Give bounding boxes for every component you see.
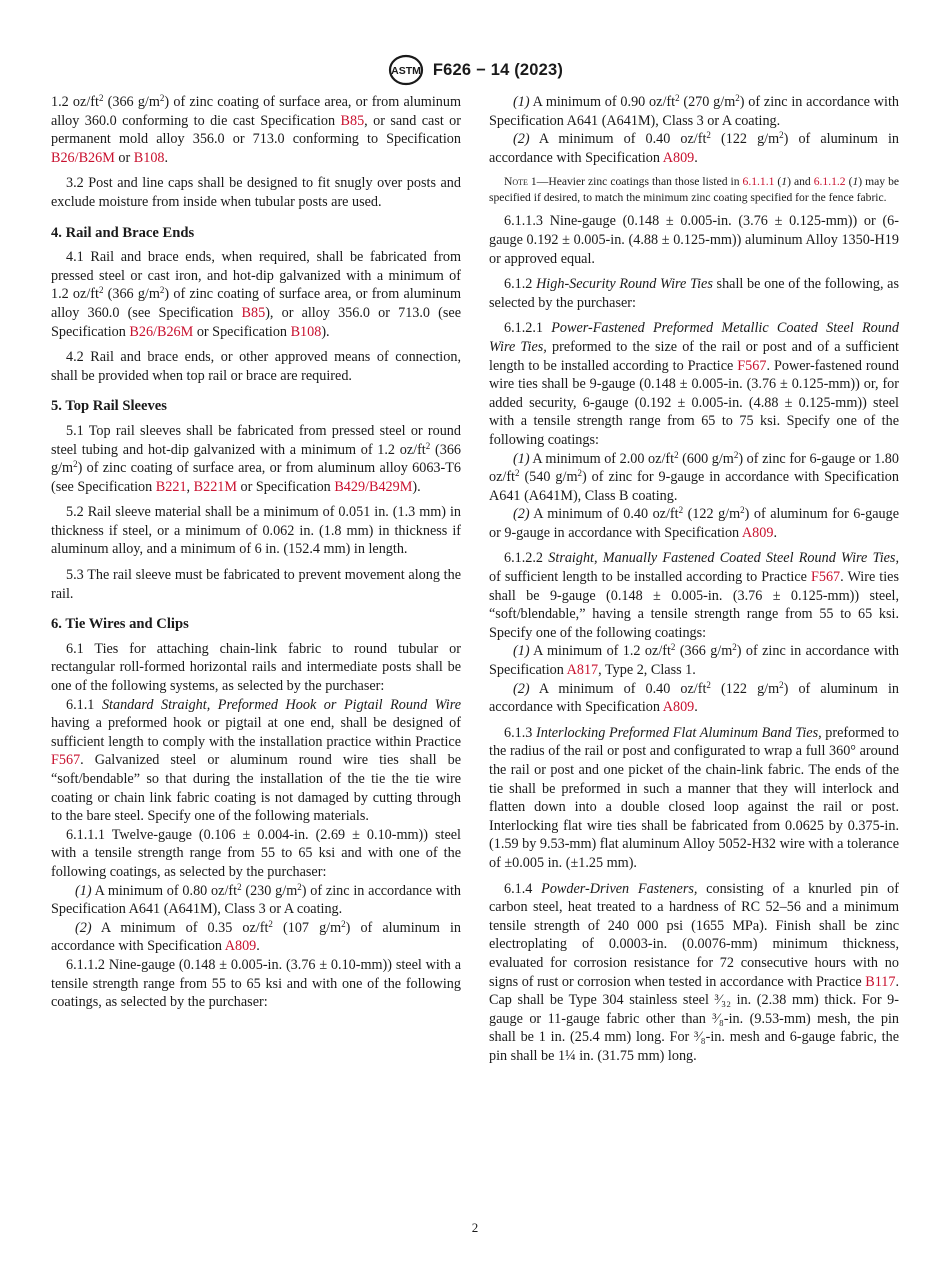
paragraph-6-1-1-2: 6.1.1.2 Nine-gauge (0.148 ± 0.005-in. (3.76 ± 0.10-mm)) steel with a tensile strength range from 55 to 65 ksi and with one of the following coatings, as selected by the purchaser: [51, 956, 461, 1011]
paragraph-5-3: 5.3 The rail sleeve must be fabricated to prevent movement along the rail. [51, 567, 461, 602]
ref-link-a809[interactable]: A809 [741, 524, 774, 541]
paragraph-6-1: 6.1 Ties for attaching chain-link fabric to round tubular or rectangular roll-formed horizontal rails and intermediate posts shall be one of the following systems, as selected by the purchaser: [51, 640, 461, 695]
paragraph-3-1-continued: 1.2 $oz/ft^2$ (366 $g/m^2$) of zinc coating of surface area, or from aluminum alloy 360.0 conforming to die cast Specification B85, or sand cast or permanent mold alloy 356.0 or 713.0 conforming to Specification B26/B26M or B108. [51, 93, 462, 166]
coating-option-2: (2) A minimum of 0.40 $oz/ft^2$ (122 $g/m^2$) of aluminum in accordance with Specification A809. [489, 130, 899, 166]
section-heading-5: 5. Top Rail Sleeves [51, 398, 167, 415]
ref-link-b85[interactable]: B85 [340, 112, 365, 129]
section-heading-6: 6. Tie Wires and Clips [51, 616, 189, 633]
coating-option-2: (2) A minimum of 0.40 $oz/ft^2$ (122 $g/m^2$) of aluminum in accordance with Specification A809. [489, 679, 899, 716]
ref-link-f567[interactable]: F567 [810, 569, 841, 586]
paragraph-6-1-3: 6.1.3 Interlocking Preformed Flat Aluminum Band Ties, preformed to the radius of the rail or post and configurated to wrap a full 360° around the rail or post and one picket of the chain-link fabric. The ends of the tie shall be preformed in such a manner that they will interlock and flatten down into a double closed loop against the rail or post. Interlocking flat wire ties shall be fabricated from 0.0625 by 0.375-in. (1.59 by 9.53-mm) flat aluminum Alloy 5052-H32 wire with a tolerance of ±0.005 in. (±1.25 mm). [489, 724, 900, 871]
paragraph-6-1-2: 6.1.2 High-Security Round Wire Ties shall be one of the following, as selected by the purchaser: [489, 276, 900, 311]
ref-link-b26[interactable]: B26/B26M [129, 323, 194, 340]
coating-option-1: (1) A minimum of 0.80 $oz/ft^2$ (230 $g/m^2$) of zinc in accordance with Specification A641 (A641M), Class 3 or A coating. [51, 881, 461, 918]
paragraph-5-1: 5.1 Top rail sleeves shall be fabricated from pressed steel or round steel tubing and hot-dip galvanized with a minimum of 1.2 $oz/ft^2$ (366 $g/m^2$) of zinc coating of surface area, or from aluminum alloy 6063-T6 (see Specification B221, B221M or Specification B429/B429M). [51, 422, 462, 495]
page-header [0, 52, 950, 88]
ref-link-6-1-1-1[interactable]: 6.1.1.1 [742, 175, 775, 189]
ref-link-b108[interactable]: B108 [290, 323, 322, 340]
ref-link-b221m[interactable]: B221M [193, 478, 237, 495]
paragraph-6-1-2-1: 6.1.2.1 Power-Fastened Preformed Metallic Coated Steel Round Wire Ties, preformed to the size of the rail or post and of a sufficient length to be installed according to Practice F567. Power-fastened round wire ties shall be 9-gauge (0.148 ± 0.005-in. (3.76 ± 0.125-mm)) or, for added security, 6-gauge (0.192 ± 0.005-in. (4.88 ± 0.125-mm)) steel with a tensile strength range from 65 to 75 ksi. Specify one of the following coatings: [489, 320, 899, 448]
paragraph-6-1-4: 6.1.4 Powder-Driven Fasteners, consisting of a knurled pin of carbon steel, heat treated to a hardness of RC 52–56 and a minimum tensile strength of 240 000 psi (1655 MPa). Finish shall be zinc electroplating of 0.0003-in. (0.0076-mm) minimum thickness, evaluated for corrosion resistance for 72 consecutive hours with no signs of rust or corrosion when tested in accordance with Practice B117. Cap shall be Type 304 stainless steel ³⁄₃₂ in. (2.38 mm) thick. For 9-gauge or 11-gauge fabric other than ³⁄₈-in. (9.53-mm) mesh, the pin shall be 1 in. (25.4 mm) long. For ³⁄₈-in. mesh and 6-gauge fabric, the pin shall be 1¼ in. (31.75 mm) long. [489, 880, 900, 1064]
ref-link-a809[interactable]: A809 [662, 149, 695, 166]
note-1: Note 1—Heavier zinc coatings than those listed in 6.1.1.1 (1) and 6.1.1.2 (1) may be specified if desired, to match the minimum zinc coating specified for the fence fabric. [489, 175, 900, 204]
ref-link-b26[interactable]: B26/B26M [51, 149, 115, 166]
page-number: 2 [471, 1220, 479, 1235]
coating-option-2: (2) A minimum of 0.40 $oz/ft^2$ (122 $g/m^2$) of aluminum for 6-gauge or 9-gauge in accordance with Specification A809. [489, 505, 900, 541]
coating-option-1: (1) A minimum of 0.90 $oz/ft^2$ (270 $g/m^2$) of zinc in accordance with Specification A641 (A641M), Class 3 or A coating. [489, 93, 899, 129]
right-column [489, 93, 899, 1073]
svg-text:ASTM: ASTM [391, 65, 421, 77]
paragraph-3-2: 3.2 Post and line caps shall be designed to fit snugly over posts and exclude moisture from inside when tubular posts are used. [51, 175, 461, 210]
paragraph-6-1-2-2: 6.1.2.2 Straight, Manually Fastened Coated Steel Round Wire Ties, of sufficient length to be installed according to Practice F567. Wire ties shall be 9-gauge (0.148 ± 0.005-in. (3.76 ± 0.125-mm)) steel, “soft/blendable,” having a tensile strength range from 55 to 65 ksi. Specify one of the following coatings: [489, 550, 899, 641]
section-heading-4: 4. Rail and Brace Ends [51, 224, 195, 241]
ref-link-b117[interactable]: B117 [865, 973, 896, 990]
paragraph-6-1-1-3: 6.1.1.3 Nine-gauge (0.148 ± 0.005-in. (3.76 ± 0.125-mm)) or (6-gauge 0.192 ± 0.005-in. (4.88 ± 0.125-mm)) aluminum Alloy 1350-H19 or approved equal. [489, 213, 899, 267]
ref-link-f567[interactable]: F567 [51, 752, 81, 769]
coating-option-2: (2) A minimum of 0.35 $oz/ft^2$ (107 $g/m^2$) of aluminum in accordance with Specification A809. [51, 918, 461, 955]
coating-option-1: (1) A minimum of 2.00 $oz/ft^2$ (600 $g/m^2$) of zinc for 6-gauge or 1.80 $oz/ft^2$ (540 $g/m^2$) of zinc for 9-gauge in accordance with Specification A641 (A641M), Class B coating. [489, 449, 899, 504]
left-column [51, 93, 461, 1012]
astm-logo-icon [387, 54, 425, 86]
ref-link-a809[interactable]: A809 [662, 699, 695, 716]
ref-link-b85[interactable]: B85 [241, 304, 266, 321]
paragraph-4-2: 4.2 Rail and brace ends, or other approved means of connection, shall be provided when top rail or brace are required. [51, 349, 461, 384]
ref-link-f567[interactable]: F567 [737, 357, 767, 374]
paragraph-4-1: 4.1 Rail and brace ends, when required, shall be fabricated from pressed steel or cast iron, and hot-dip galvanized with a minimum of 1.2 $oz/ft^2$ (366 $g/m^2$) of zinc coating of surface area, or from aluminum alloy 360.0 (see Specification B85), or alloy 356.0 or 713.0 (see Specification B26/B26M or Specification B108). [51, 249, 462, 340]
ref-link-a817[interactable]: A817 [566, 662, 599, 679]
document-id: F626 − 14 (2023) [432, 60, 564, 79]
coating-option-1: (1) A minimum of 1.2 $oz/ft^2$ (366 $g/m^2$) of zinc in accordance with Specification A817, Type 2, Class 1. [489, 642, 899, 679]
ref-link-b429[interactable]: B429/B429M [334, 478, 413, 495]
ref-link-b221[interactable]: B221 [155, 478, 187, 495]
paragraph-5-2: 5.2 Rail sleeve material shall be a minimum of 0.051 in. (1.3 mm) in thickness if steel, or a minimum of 0.062 in. (1.8 mm) in thickness if aluminum alloy, and a minimum of 6 in. (152.4 mm) in length. [51, 504, 461, 558]
ref-link-6-1-1-2[interactable]: 6.1.1.2 [813, 175, 846, 189]
ref-link-a809[interactable]: A809 [224, 938, 257, 955]
paragraph-6-1-1-1: 6.1.1.1 Twelve-gauge (0.106 ± 0.004-in. (2.69 ± 0.10-mm)) steel with a tensile strength range from 55 to 65 ksi and with one of the following coatings, as selected by the purchaser: [51, 826, 461, 880]
paragraph-6-1-1: 6.1.1 Standard Straight, Preformed Hook or Pigtail Round Wire having a preformed hook or pigtail at one end, shall be designed of sufficient length to comply with the installation practice within Practice F567. Galvanized steel or aluminum round wire ties shall be “soft/bendable” so that during the installation of the tie the tie wire coating or chain link fabric coating is not damaged by cutting through to the bare steel. Specify one of the following materials. [51, 696, 461, 825]
ref-link-b108[interactable]: B108 [133, 149, 165, 166]
